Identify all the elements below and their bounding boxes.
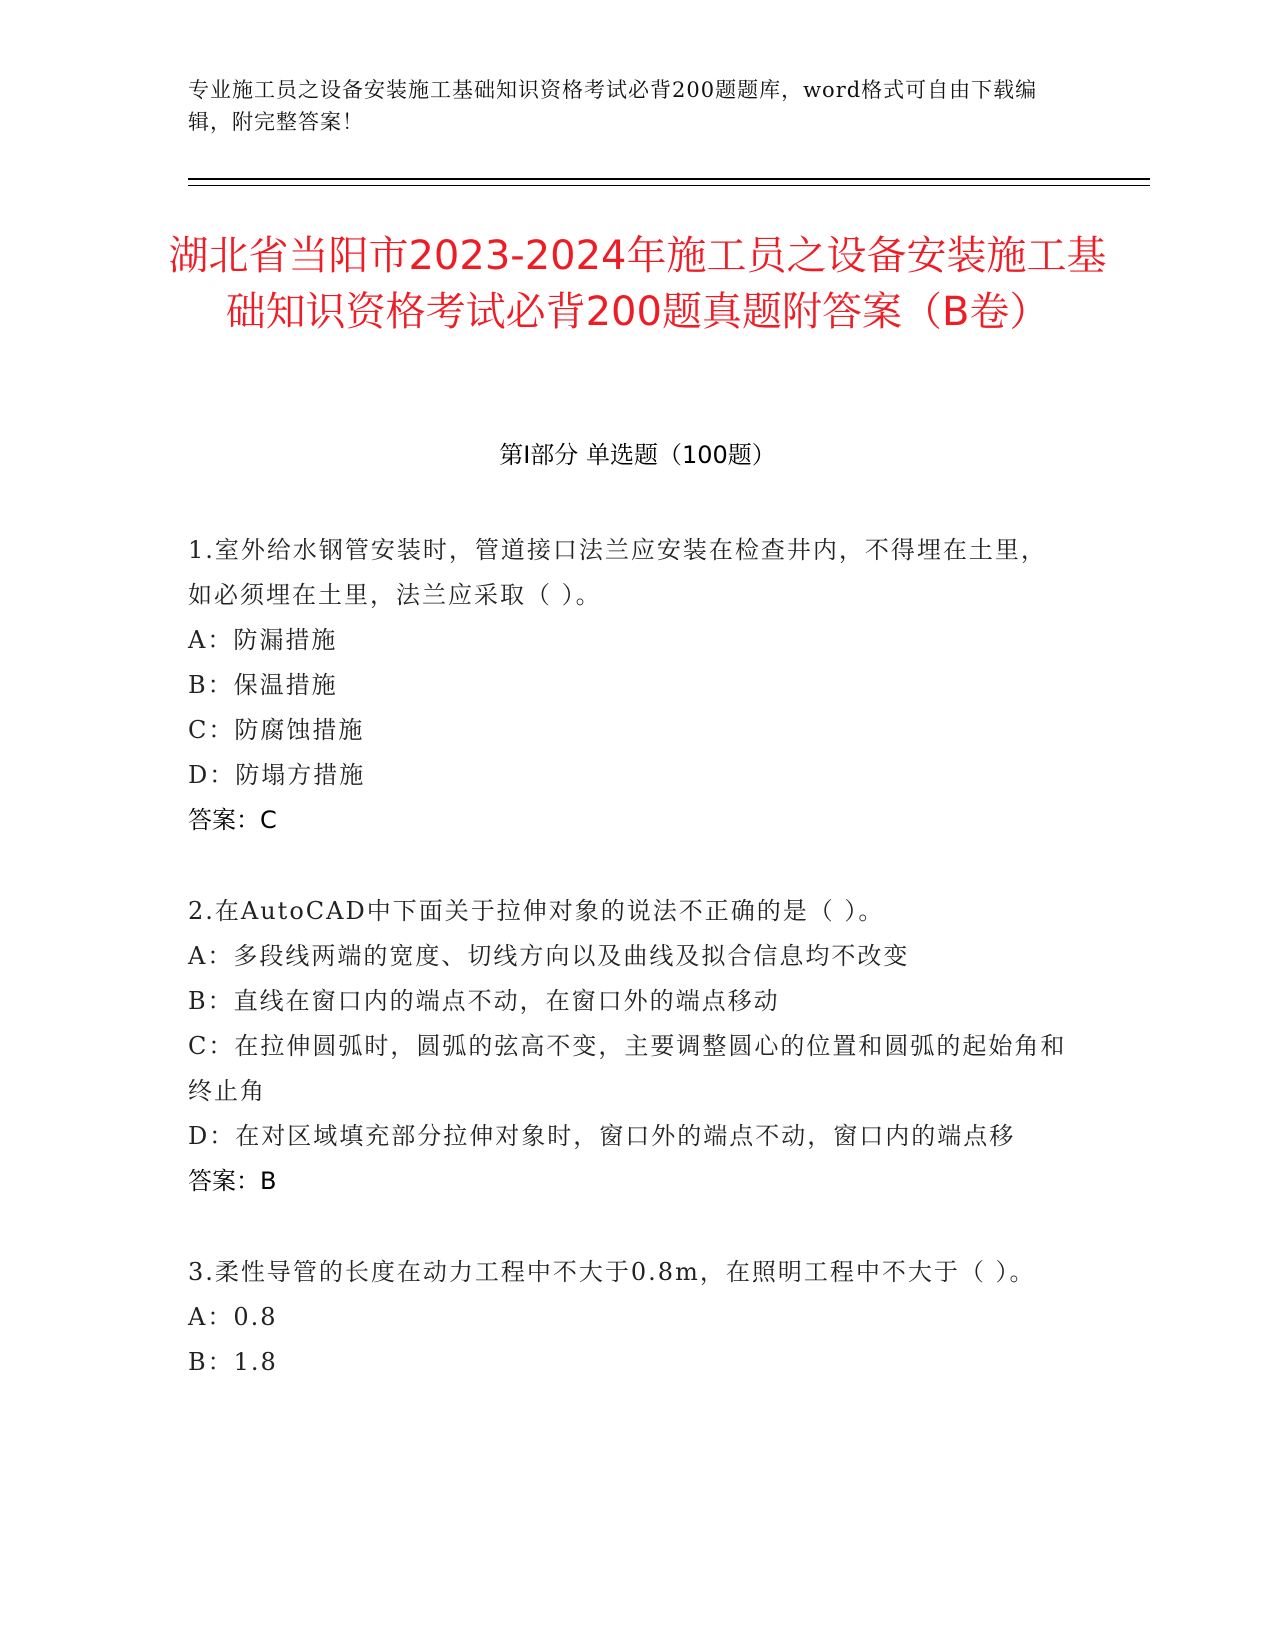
section-title: 第Ⅰ部分 单选题（100题） [499, 441, 776, 469]
option-a: A：多段线两端的宽度、切线方向以及曲线及拟合信息均不改变 [188, 942, 910, 970]
question-stem: 2.在AutoCAD中下面关于拉伸对象的说法不正确的是（ ）。 [188, 897, 885, 925]
document-title: 湖北省当阳市2023-2024年施工员之设备安装施工基础知识资格考试必背200题真题附答案（B卷） [168, 233, 1107, 335]
option-c: C：防腐蚀措施 [188, 716, 365, 744]
option-a: A：0.8 [188, 1303, 278, 1331]
option-a: A：防漏措施 [188, 626, 338, 654]
question-stem: 3.柔性导管的长度在动力工程中不大于0.8m，在照明工程中不大于（ ）。 [188, 1258, 1036, 1286]
answer-line: 答案：C [188, 806, 277, 834]
question-stem: 1.室外给水钢管安装时，管道接口法兰应安装在检查井内，不得埋在土里，如必须埋在土里，法兰应采取（ ）。 [188, 536, 1047, 609]
option-d: D：防塌方措施 [188, 761, 366, 789]
option-c: C：在拉伸圆弧时，圆弧的弦高不变，主要调整圆心的位置和圆弧的起始角和终止角 [188, 1032, 1067, 1105]
option-b: B：1.8 [188, 1348, 278, 1376]
header-divider-thick [188, 178, 1150, 180]
question-1 [188, 528, 1068, 843]
header-note: 专业施工员之设备安装施工基础知识资格考试必背200题题库，word格式可自由下载编辑，附完整答案！ [188, 78, 1038, 134]
option-d: D：在对区域填充部分拉伸对象时，窗口外的端点不动，窗口内的端点移 [188, 1122, 1016, 1150]
answer-line: 答案：B [188, 1167, 277, 1195]
option-b: B：保温措施 [188, 671, 338, 699]
header-divider-thin [188, 185, 1150, 186]
option-b: B：直线在窗口内的端点不动，在窗口外的端点移动 [188, 987, 780, 1015]
question-3 [188, 1250, 1068, 1385]
question-2 [188, 889, 1068, 1204]
question-list [188, 528, 1068, 1431]
